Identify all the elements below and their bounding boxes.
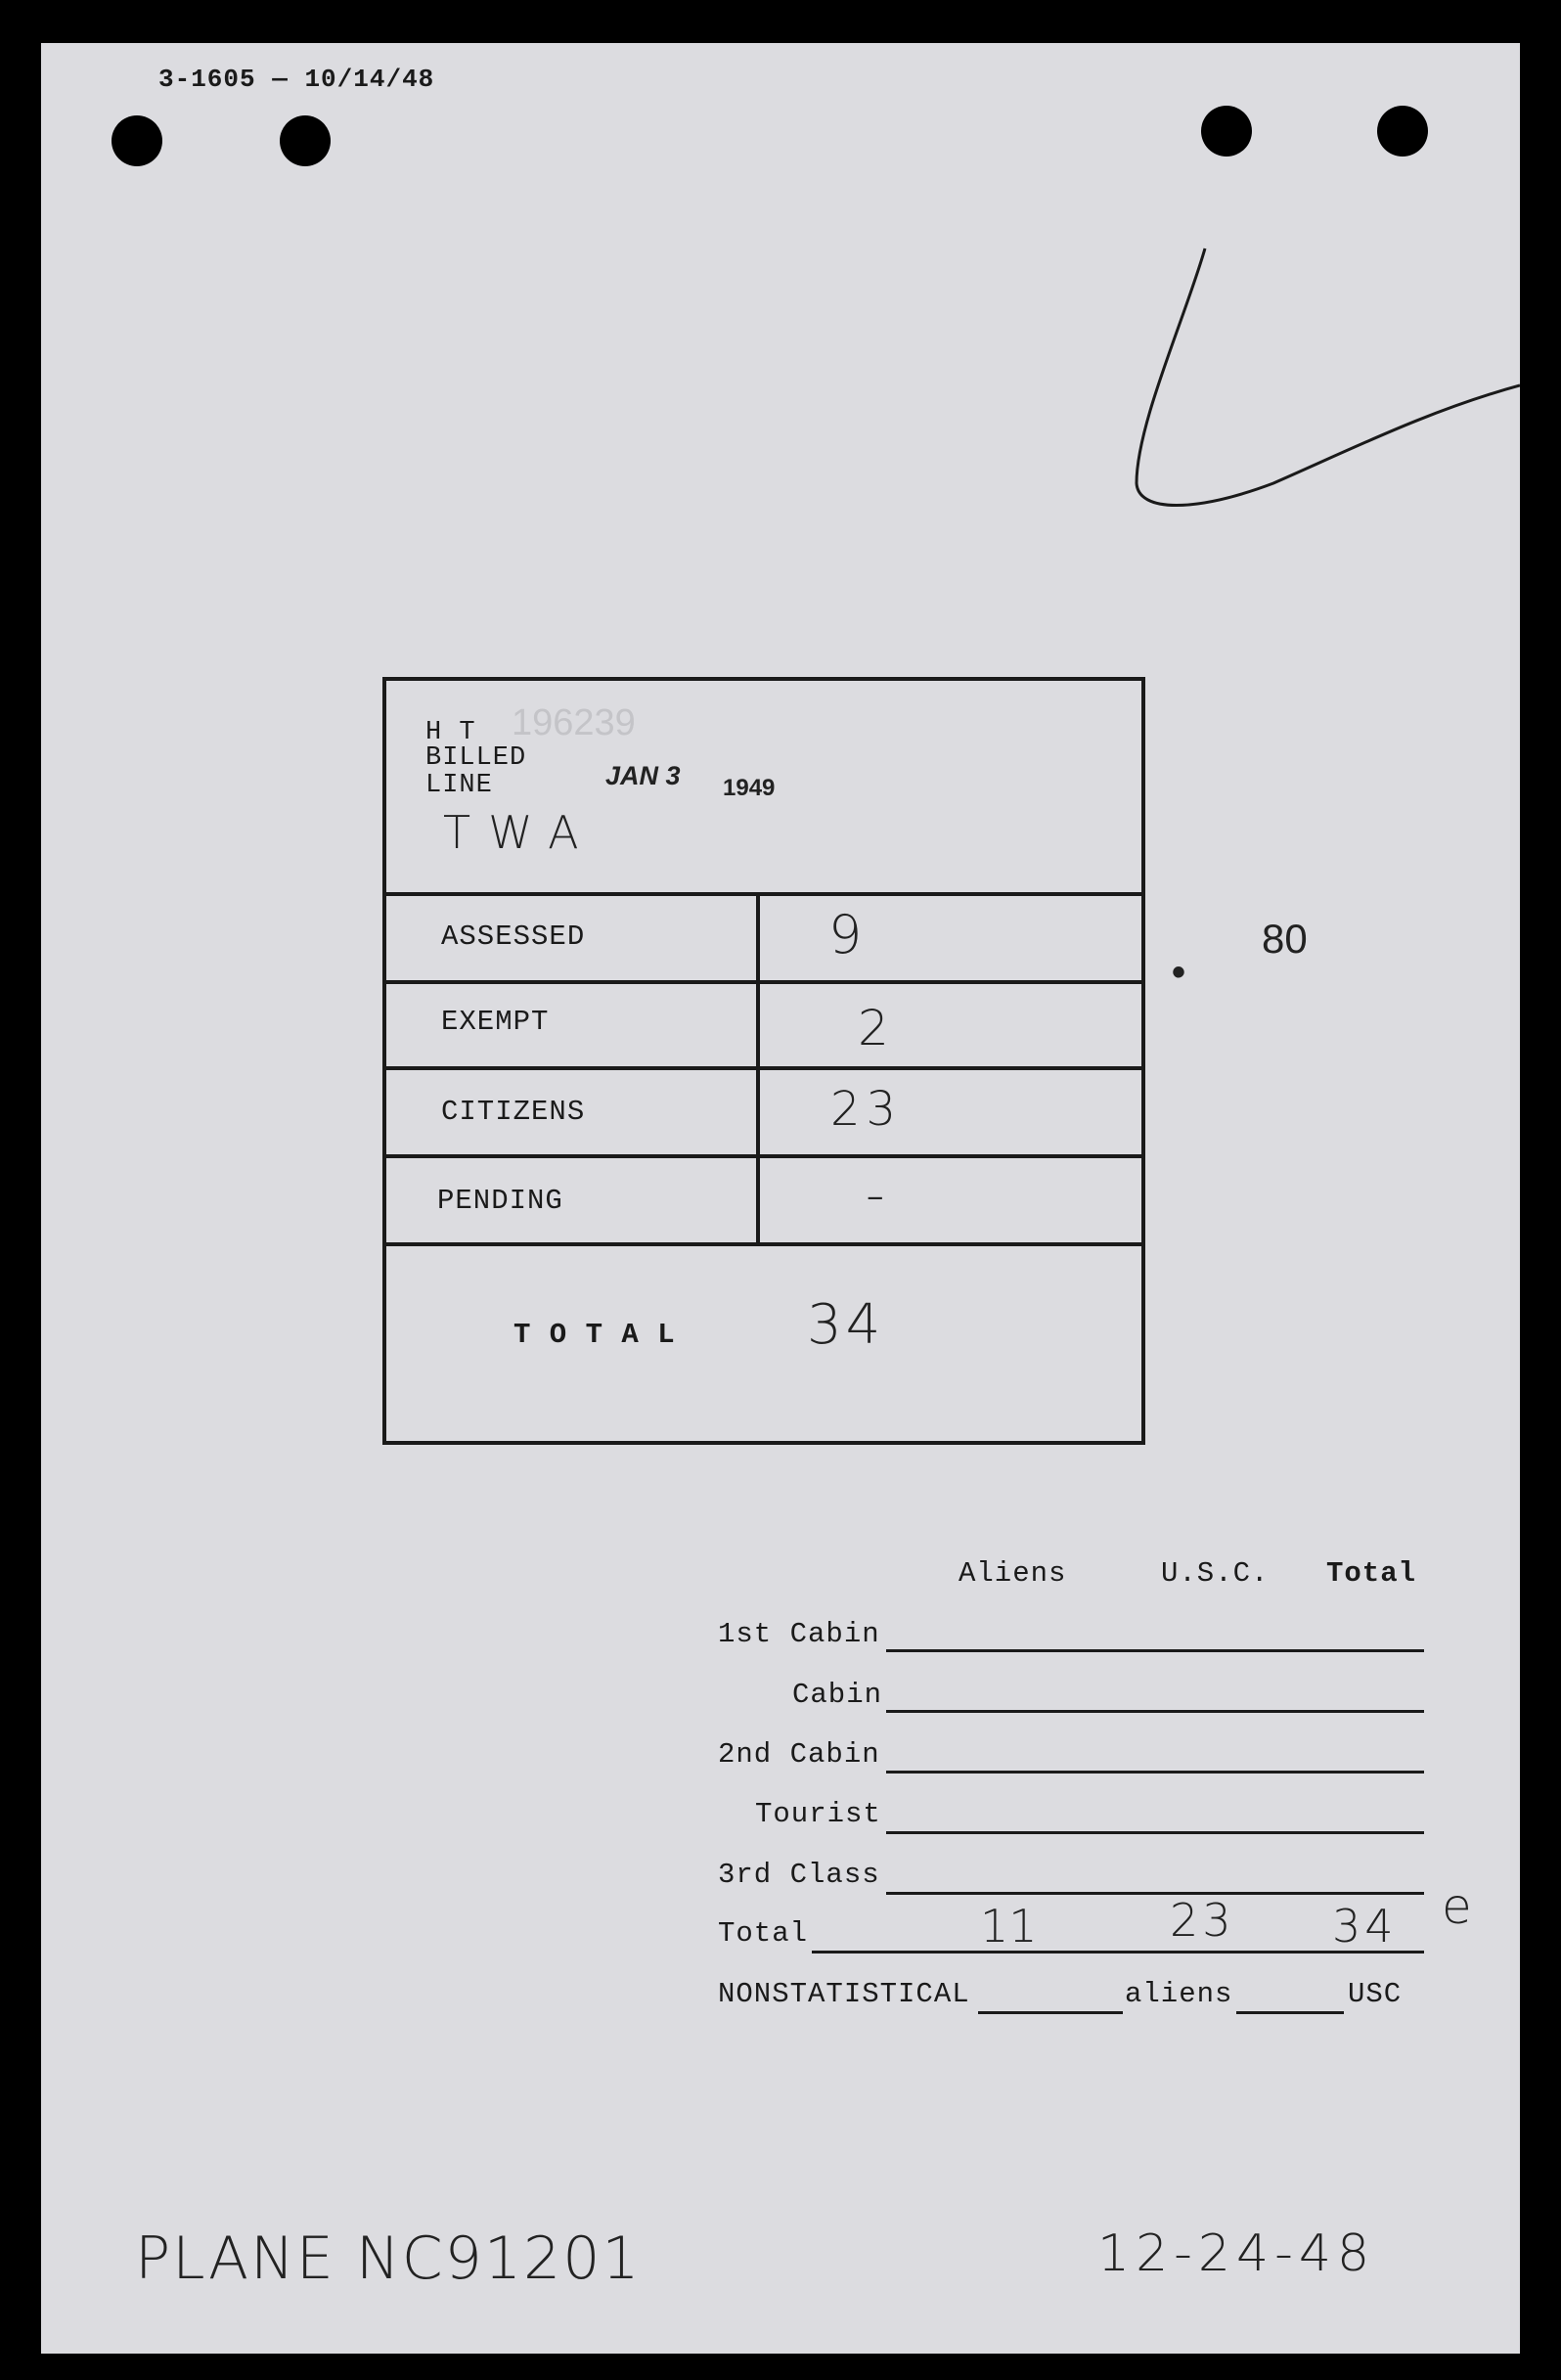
row-value-pending: - [866, 1164, 885, 1226]
row-label-cabin: Cabin [792, 1679, 883, 1711]
plane-number: PLANE NC91201 [135, 2224, 642, 2293]
punch-hole-icon [280, 115, 331, 166]
side-note: 80 [1262, 916, 1308, 962]
punch-hole-icon [1377, 106, 1428, 157]
nonstat-aliens-label: aliens [1125, 1978, 1233, 2010]
row-label-2nd-cabin: 2nd Cabin [718, 1738, 880, 1771]
side-dot: • [1172, 951, 1186, 994]
punch-hole-icon [112, 115, 162, 166]
billed-label: BILLED [425, 743, 527, 773]
divider [386, 1066, 1141, 1070]
total-suffix: e [1442, 1878, 1472, 1935]
total-label: T O T A L [513, 1319, 676, 1351]
nonstat-label: NONSTATISTICAL [718, 1978, 970, 2010]
header-aliens: Aliens [959, 1557, 1067, 1590]
ht-label: H T [425, 718, 476, 747]
total-usc: 23 [1170, 1894, 1235, 1947]
row-label-exempt: EXEMPT [441, 1006, 550, 1038]
row-line [886, 1831, 1424, 1834]
line-name: TWA [443, 806, 597, 859]
header-total: Total [1326, 1557, 1417, 1590]
document-page [41, 43, 1520, 2354]
nonstat-usc-line [1236, 2011, 1344, 2014]
divider [386, 892, 1141, 896]
check-mark-icon [1078, 200, 1520, 552]
nonstat-aliens-line [978, 2011, 1123, 2014]
header-usc: U.S.C. [1161, 1557, 1270, 1590]
form-date: 10/14/48 [304, 65, 435, 94]
row-line [886, 1649, 1424, 1652]
row-line [886, 1892, 1424, 1895]
row-label-assessed: ASSESSED [441, 921, 586, 953]
nonstat-usc-label: USC [1348, 1978, 1403, 2010]
total-aliens: 11 [980, 1900, 1038, 1953]
divider [386, 1154, 1141, 1158]
row-label-3rd-class: 3rd Class [718, 1859, 880, 1891]
total-value: 34 [807, 1293, 885, 1357]
row-label-pending: PENDING [437, 1185, 563, 1217]
billed-date-month: JAN 3 [605, 761, 681, 790]
row-line [886, 1710, 1424, 1713]
row-value-exempt: 2 [858, 1000, 889, 1056]
row-value-assessed: 9 [828, 904, 863, 965]
row-line [886, 1771, 1424, 1774]
punch-hole-icon [1201, 106, 1252, 157]
handwritten-date: 12-24-48 [1097, 2224, 1376, 2283]
row-label-total: Total [718, 1917, 809, 1950]
form-number: 3-1605 [158, 65, 256, 94]
billed-date-year: 1949 [723, 775, 776, 801]
row-label-citizens: CITIZENS [441, 1096, 586, 1128]
billing-stamp-box [382, 677, 1145, 1445]
ht-number: 196239 [512, 702, 636, 743]
total-total: 34 [1332, 1900, 1398, 1953]
row-label-tourist: Tourist [755, 1798, 881, 1830]
divider [386, 980, 1141, 984]
column-divider [756, 892, 760, 1244]
row-value-citizens: 23 [830, 1082, 903, 1137]
row-label-1st-cabin: 1st Cabin [718, 1618, 880, 1650]
divider [386, 1242, 1141, 1246]
line-label: LINE [425, 771, 493, 800]
form-number-line: 3-1605 — 10/14/48 [158, 65, 435, 94]
